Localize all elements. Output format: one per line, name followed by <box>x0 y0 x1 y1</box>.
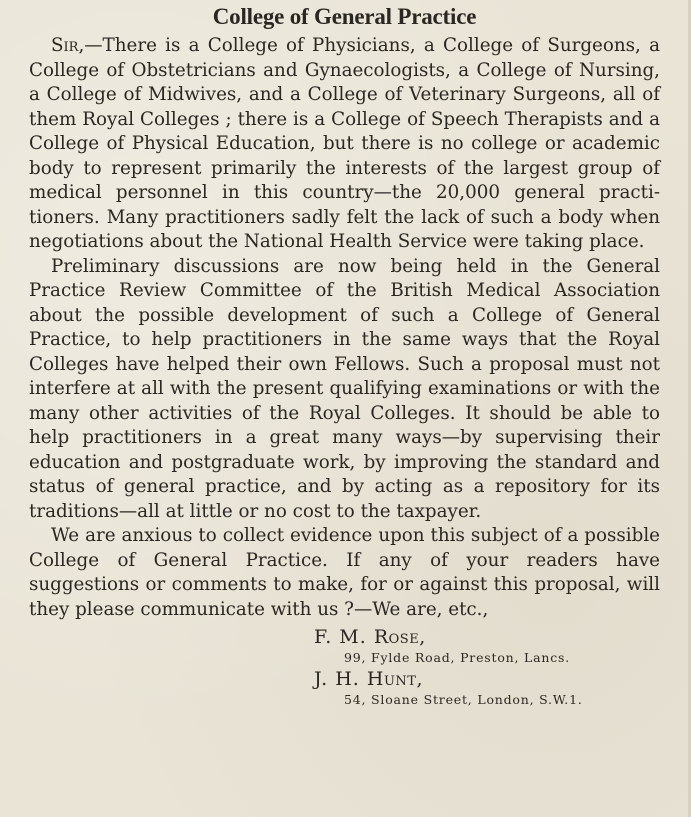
signatory-1-surname: Rose, <box>373 626 426 648</box>
signatory-2-initials: J. H. <box>314 668 360 690</box>
signatory-2-name <box>314 666 660 692</box>
signature-block <box>314 624 660 708</box>
signatory-1-initials: F. M. <box>314 626 367 648</box>
salutation: Sir, <box>51 35 85 56</box>
letter-paragraph-1 <box>29 34 660 255</box>
paragraph-1-text: —There is a College of Physicians, a College of Surgeons, a College of Obstetricians and Gynaecologists, a College of Nursing, a College of Midwives, and a College of Veterinary Surgeons, all of them Royal Colleges ; there is a College of Speech Therapists and a College of Physical Education, but there is no college or academic body to represent primarily the interests of the largest group of medical personnel in this country—the 20,000 general practitioners. Many practitioners sadly felt the lack of such a body when negotiations about the National Health Service were taking place. <box>29 35 660 252</box>
signatory-1-address: 99, Fylde Road, Preston, Lancs. <box>344 650 571 665</box>
letter-paragraph-2: Preliminary discussions are now being held in the General Practice Review Committee of the British Medical Association about the possible development of such a College of General Practice, to help practitioners in the same ways that the Royal Colleges have helped their own Fellows. Such a proposal must not interfere at all with the present qualifying examinations or with the many other activities of the Royal Colleges. It should be able to help practitioners in a great many ways—by supervising their education and postgraduate work, by improving the standard and status of general practice, and by acting as a repository for its traditions—all at little or no cost to the taxpayer. <box>29 255 660 522</box>
signatory-2-address: 54, Sloane Street, London, S.W.1. <box>344 692 583 707</box>
signatory-1-name <box>314 624 660 650</box>
letter-title: College of General Practice <box>212 4 477 29</box>
signatory-2-surname: Hunt, <box>366 668 424 690</box>
letter-paragraph-3: We are anxious to collect evidence upon this subject of a possible College of General Practice. If any of your readers have suggestions or comments to make, for or against this proposal, will they please communicate with us ?—We are, etc., <box>29 525 660 620</box>
